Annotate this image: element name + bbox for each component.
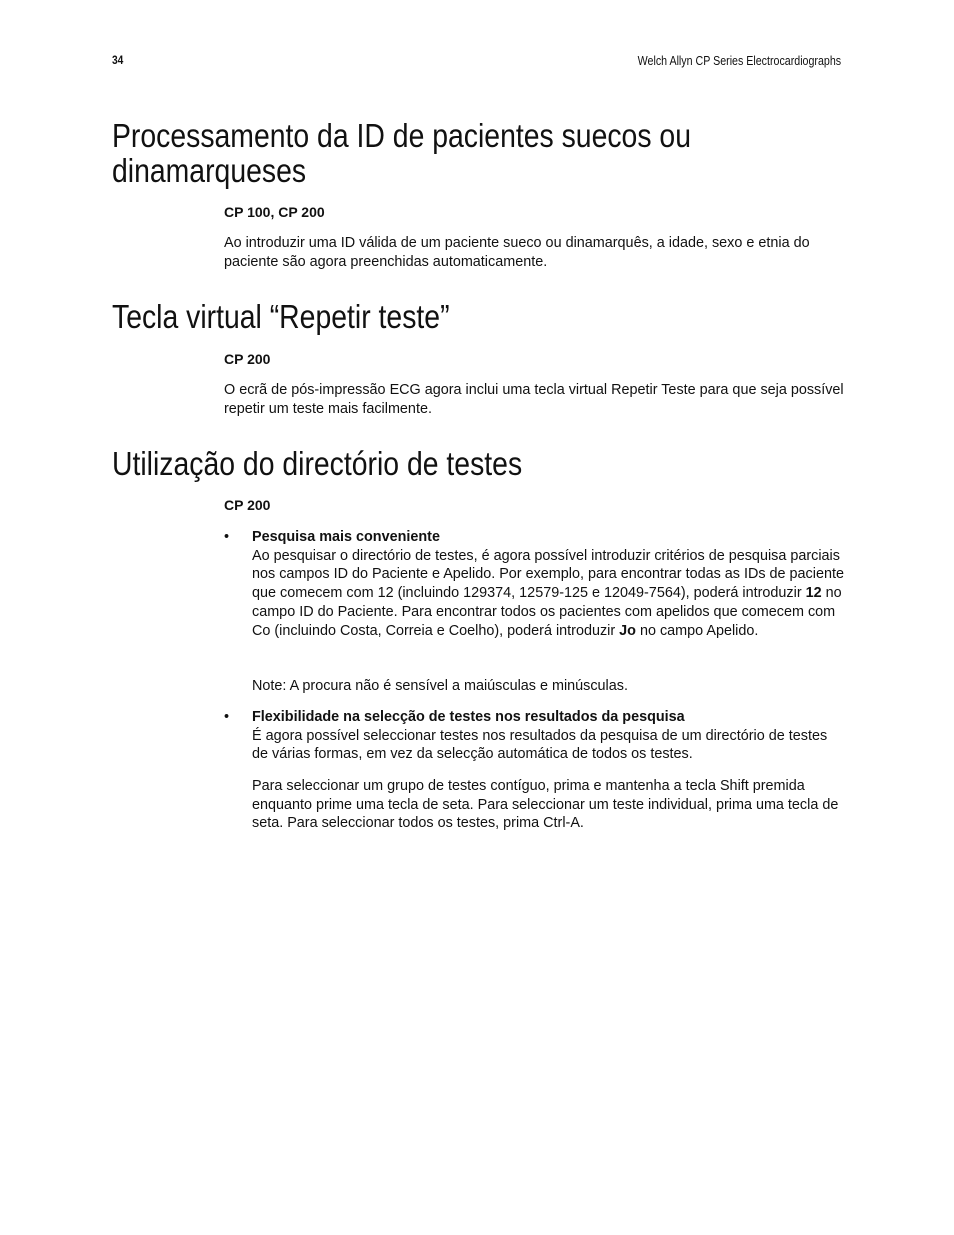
bullet-text-1a: Ao pesquisar o directório de testes, é agora possível introduzir critérios de pesquisa parciais nos campos ID do Paciente e Apelido. Por exemplo, para encontrar todas as IDs de paciente que comecem com 12 (incluindo 129374, 12579-125 e 12049-7564), poderá introduzir bbox=[252, 547, 844, 602]
model-label-section1: CP 100, CP 200 bbox=[224, 204, 325, 220]
bullet-title-convenient-search: Pesquisa mais conveniente bbox=[252, 529, 440, 545]
bullet-text-1c: no campo Apelido. bbox=[635, 622, 759, 639]
section2-body: O ecrã de pós-impressão ECG agora inclui uma tecla virtual Repetir Teste para que seja possível repetir um teste mais facilmente. bbox=[224, 382, 844, 417]
page-number: 34 bbox=[112, 53, 124, 67]
section-heading-swedish-danish-id bbox=[112, 118, 691, 188]
section-heading-test-directory: Utilização do directório de testes bbox=[112, 445, 523, 482]
selection-instructions: Para seleccionar um grupo de testes contíguo, prima e mantenha a tecla Shift premida enquanto prime uma tecla de seta. Para seleccionar um teste individual, prima uma tecla de seta. Para seleccionar todos os testes, prima Ctrl-A. bbox=[252, 778, 839, 832]
bullet-title-selection-flexibility: Flexibilidade na selecção de testes nos resultados da pesquisa bbox=[252, 709, 685, 725]
bullet-text-1b: no campo ID do Paciente. Para encontrar todos os pacientes com apelidos que comecem com Co (incluindo Costa, Correia e Coelho), poderá introduzir bbox=[252, 585, 842, 639]
heading-line-1: Processamento da ID de pacientes suecos ou bbox=[112, 117, 691, 154]
bullet-bold-12: 12 bbox=[805, 585, 822, 602]
model-label-section3: CP 200 bbox=[224, 497, 271, 513]
heading-line-2: dinamarqueses bbox=[112, 152, 307, 189]
bullet-item-selection-flexibility bbox=[252, 708, 844, 764]
section1-body: Ao introduzir uma ID válida de um paciente sueco ou dinamarquês, a idade, sexo e etnia do paciente são agora preenchidas automaticamente. bbox=[224, 235, 810, 270]
model-label-section2: CP 200 bbox=[224, 351, 271, 367]
bullet-marker-1: • bbox=[224, 529, 230, 545]
bullet-text-2: É agora possível seleccionar testes nos resultados da pesquisa de um directório de testes de várias formas, em vez da selecção automática de todos os testes. bbox=[252, 727, 828, 763]
bullet-marker-2: • bbox=[224, 709, 230, 725]
bullet-item-convenient-search bbox=[252, 528, 844, 640]
search-note: Note: A procura não é sensível a maiúsculas e minúsculas. bbox=[252, 678, 628, 694]
bullet-bold-jo: Jo bbox=[619, 622, 636, 639]
section-heading-repeat-test-key: Tecla virtual “Repetir teste” bbox=[112, 298, 450, 335]
running-title: Welch Allyn CP Series Electrocardiographs bbox=[637, 53, 841, 68]
